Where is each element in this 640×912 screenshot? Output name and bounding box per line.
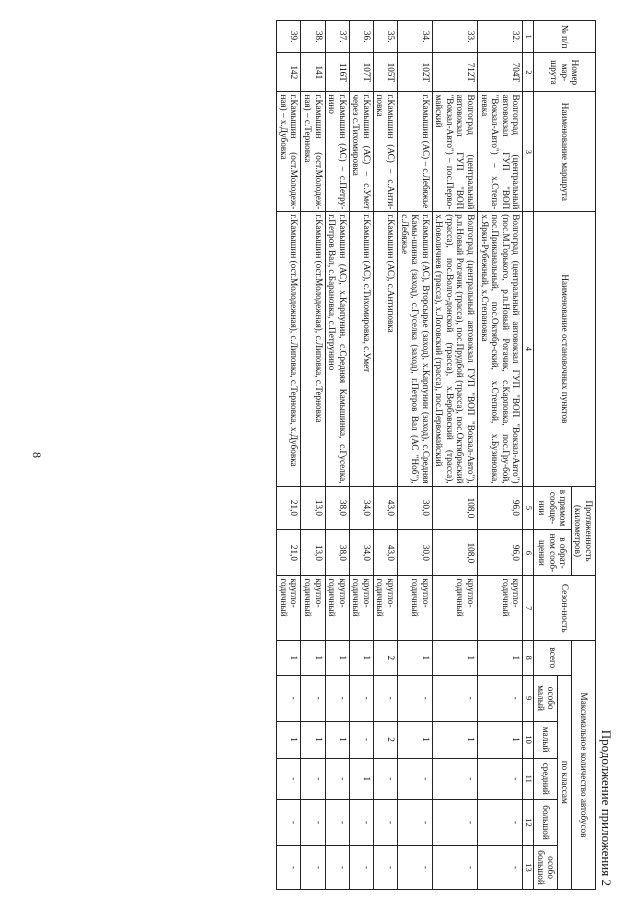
route-name: г.Камышин (АС) – с.Анти-повка <box>373 92 397 212</box>
seasonality: кругло-годичный <box>301 576 325 641</box>
row-number: 37. <box>325 21 349 53</box>
buses-extra-large: - <box>397 846 432 890</box>
buses-extra-small: - <box>349 675 373 721</box>
row-number: 34. <box>397 21 432 53</box>
route-stops: г.Камышин (ост.Молодежная), с.Липовка, с.Терновка, х.Дубовка <box>277 212 301 486</box>
buses-medium: - <box>325 758 349 799</box>
col-number: 9 <box>523 675 534 721</box>
header-season: Сезон-ность <box>534 576 596 641</box>
buses-medium: 1 <box>349 758 373 799</box>
header-route-name: Наименование маршрута <box>534 92 596 212</box>
buses-extra-small: - <box>373 675 397 721</box>
col-number: 7 <box>523 576 534 641</box>
table-row <box>397 21 432 890</box>
length-forward: 43,0 <box>373 486 397 530</box>
buses-extra-large: - <box>301 846 325 890</box>
col-number: 3 <box>523 92 534 212</box>
col-number: 6 <box>523 530 534 576</box>
buses-total: 2 <box>373 640 397 675</box>
length-back: 43,0 <box>373 530 397 576</box>
col-number: 2 <box>523 53 534 92</box>
buses-small: 2 <box>373 721 397 758</box>
buses-large: - <box>373 800 397 846</box>
col-number: 8 <box>523 640 534 675</box>
buses-medium: - <box>301 758 325 799</box>
buses-total: 1 <box>349 640 373 675</box>
row-number: 36. <box>349 21 373 53</box>
route-stops: г.Камышин (АС), с.Тихомировка, с.Умет <box>349 212 373 486</box>
rotated-page <box>40 20 614 890</box>
route-number: 712Т <box>432 53 477 92</box>
length-back: 96,0 <box>478 530 523 576</box>
route-stops: г.Камышин (АС), х.Карпунин, с.Средняя Камышинка, с.Гуселка, г.Петров Вал, с.Барановка, с.Петрунино <box>325 212 349 486</box>
seasonality: кругло-годичный <box>325 576 349 641</box>
buses-extra-small: - <box>325 675 349 721</box>
header-forward: в прямом сообще-нии <box>534 486 572 530</box>
route-stops: г.Камышин (АС), Вторсырье (заход), х.Карпунин (заход), с.Средняя Камы-шинка (заход), с.Гуселка (заход), г.Петров Вал (АС "Ноб"), с.Лебяжье <box>397 212 432 486</box>
col-number: 5 <box>523 486 534 530</box>
length-forward: 108,0 <box>432 486 477 530</box>
route-name: г.Камышин (АС) – с.Умет через с.Тихомировка <box>349 92 373 212</box>
route-number: 102Т <box>397 53 432 92</box>
row-number: 38. <box>301 21 325 53</box>
route-number: 105Т <box>373 53 397 92</box>
length-forward: 34,0 <box>349 486 373 530</box>
length-back: 13,0 <box>301 530 325 576</box>
route-name: г.Камышин (ост.Молодеж-ная) – с.Терновка <box>301 92 325 212</box>
appendix-subtitle: Продолжение приложения 2 <box>599 729 614 886</box>
seasonality: кругло-годичный <box>397 576 432 641</box>
route-name: г.Камышин (АС) – с.Лебяжье <box>397 92 432 212</box>
length-forward: 38,0 <box>325 486 349 530</box>
col-number: 12 <box>523 800 534 846</box>
col-number: 13 <box>523 846 534 890</box>
length-forward: 21,0 <box>277 486 301 530</box>
buses-large: - <box>397 800 432 846</box>
table-row <box>349 21 373 890</box>
route-stops: г.Камышин (ост.Молодежная), с.Липовка, с.Терновка <box>301 212 325 486</box>
buses-small: 1 <box>397 721 432 758</box>
route-stops: г.Камышин (АС), с.Антиповка <box>373 212 397 486</box>
length-back: 108,0 <box>432 530 477 576</box>
buses-medium: - <box>373 758 397 799</box>
buses-small: 1 <box>325 721 349 758</box>
col-number: 1 <box>523 21 534 53</box>
header-route-no: Номер мар-шрута <box>534 53 596 92</box>
buses-total: 1 <box>325 640 349 675</box>
routes-table <box>276 20 596 890</box>
row-number: 33. <box>432 21 477 53</box>
route-number: 141 <box>301 53 325 92</box>
header-class: большой <box>534 800 558 846</box>
buses-small: 1 <box>432 721 477 758</box>
route-number: 142 <box>277 53 301 92</box>
header-class: средний <box>534 758 558 799</box>
table-row <box>301 21 325 890</box>
buses-medium: - <box>397 758 432 799</box>
buses-large: - <box>301 800 325 846</box>
seasonality: кругло-годичный <box>349 576 373 641</box>
header-by-class: по классам <box>558 675 572 889</box>
buses-large: - <box>277 800 301 846</box>
length-forward: 30,0 <box>397 486 432 530</box>
buses-extra-small: - <box>301 675 325 721</box>
header-back: в обрат-ном сооб-щении <box>534 530 572 576</box>
seasonality: кругло-годичный <box>478 576 523 641</box>
table-row <box>432 21 477 890</box>
buses-medium: - <box>478 758 523 799</box>
buses-extra-large: - <box>432 846 477 890</box>
route-number: 704Т <box>478 53 523 92</box>
buses-total: 1 <box>478 640 523 675</box>
header-class: особо большой <box>534 846 558 890</box>
buses-large: - <box>478 800 523 846</box>
buses-extra-small: - <box>478 675 523 721</box>
row-number: 39. <box>277 21 301 53</box>
buses-total: 1 <box>432 640 477 675</box>
row-number: 35. <box>373 21 397 53</box>
header-max-buses: Максимальное количество автобусов <box>571 640 595 889</box>
route-number: 107Т <box>349 53 373 92</box>
length-back: 30,0 <box>397 530 432 576</box>
buses-total: 1 <box>397 640 432 675</box>
buses-small: - <box>349 721 373 758</box>
header-stops: Наименование остановочных пунктов <box>534 212 596 486</box>
table-row <box>478 21 523 890</box>
table-row <box>277 21 301 890</box>
route-stops: Волгоград (центральный автовокзал ГУП "ВОП "Вокзал-Авто"), р.п.Новый Рогачик (трасса), пос.Прудбой (трасса), пос.Октябрьский (трасса), пос.Волго-донской (трасса), х.Вербовский (трасса), х.Новоличнев (трасса), х.Логовский (трасса), пос.Первомайский <box>432 212 477 486</box>
route-stops: Волгоград (центральный автовокзал ГУП "ВОП "Вокзал-Авто") (пос.М.Горького, р.п.Новый Рогачик, с.Карповка, пос.Гру-бой, пос.Приканальный, пос.Октябр-ский, х.Степной, х.Бузиновка, х.Ярки-Рубежный, х.Степановка <box>478 212 523 486</box>
route-name: Волгоград (центральный автовокзал ГУП "ВОП "Вокзал-Авто") – х.Степа-невка <box>478 92 523 212</box>
col-number: 4 <box>523 212 534 486</box>
route-number: 116Т <box>325 53 349 92</box>
length-back: 34,0 <box>349 530 373 576</box>
buses-extra-small: - <box>432 675 477 721</box>
table-row <box>325 21 349 890</box>
seasonality: кругло-годичный <box>277 576 301 641</box>
seasonality: кругло-годичный <box>373 576 397 641</box>
seasonality: кругло-годичный <box>432 576 477 641</box>
route-name: г.Камышин (ост.Молодеж-ная) – х.Дубовка <box>277 92 301 212</box>
length-back: 38,0 <box>325 530 349 576</box>
buses-small: 1 <box>301 721 325 758</box>
buses-extra-large: - <box>349 846 373 890</box>
route-name: г.Камышин (АС) – с.Петру-нино <box>325 92 349 212</box>
buses-extra-large: - <box>277 846 301 890</box>
header-class: малый <box>534 721 558 758</box>
length-forward: 13,0 <box>301 486 325 530</box>
header-total: всего <box>534 640 572 675</box>
header-class: особо малый <box>534 675 558 721</box>
buses-large: - <box>349 800 373 846</box>
buses-small: 1 <box>478 721 523 758</box>
buses-large: - <box>432 800 477 846</box>
buses-small: 1 <box>277 721 301 758</box>
header-length: Протяженность (километров) <box>571 486 595 576</box>
buses-large: - <box>325 800 349 846</box>
route-name: Волгоград (центральный автовокзал ГУП "ВОП "Вокзал-Авто") – пос.Перво-майский <box>432 92 477 212</box>
buses-medium: - <box>432 758 477 799</box>
buses-extra-large: - <box>373 846 397 890</box>
buses-total: 1 <box>277 640 301 675</box>
col-number: 11 <box>523 758 534 799</box>
buses-extra-small: - <box>397 675 432 721</box>
row-number: 32. <box>478 21 523 53</box>
buses-total: 1 <box>301 640 325 675</box>
page-number: 8 <box>30 452 44 458</box>
buses-extra-small: - <box>277 675 301 721</box>
length-back: 21,0 <box>277 530 301 576</box>
buses-extra-large: - <box>478 846 523 890</box>
buses-extra-large: - <box>325 846 349 890</box>
table-row <box>373 21 397 890</box>
length-forward: 96,0 <box>478 486 523 530</box>
buses-medium: - <box>277 758 301 799</box>
header-no: № п/п <box>534 21 596 53</box>
col-number: 10 <box>523 721 534 758</box>
